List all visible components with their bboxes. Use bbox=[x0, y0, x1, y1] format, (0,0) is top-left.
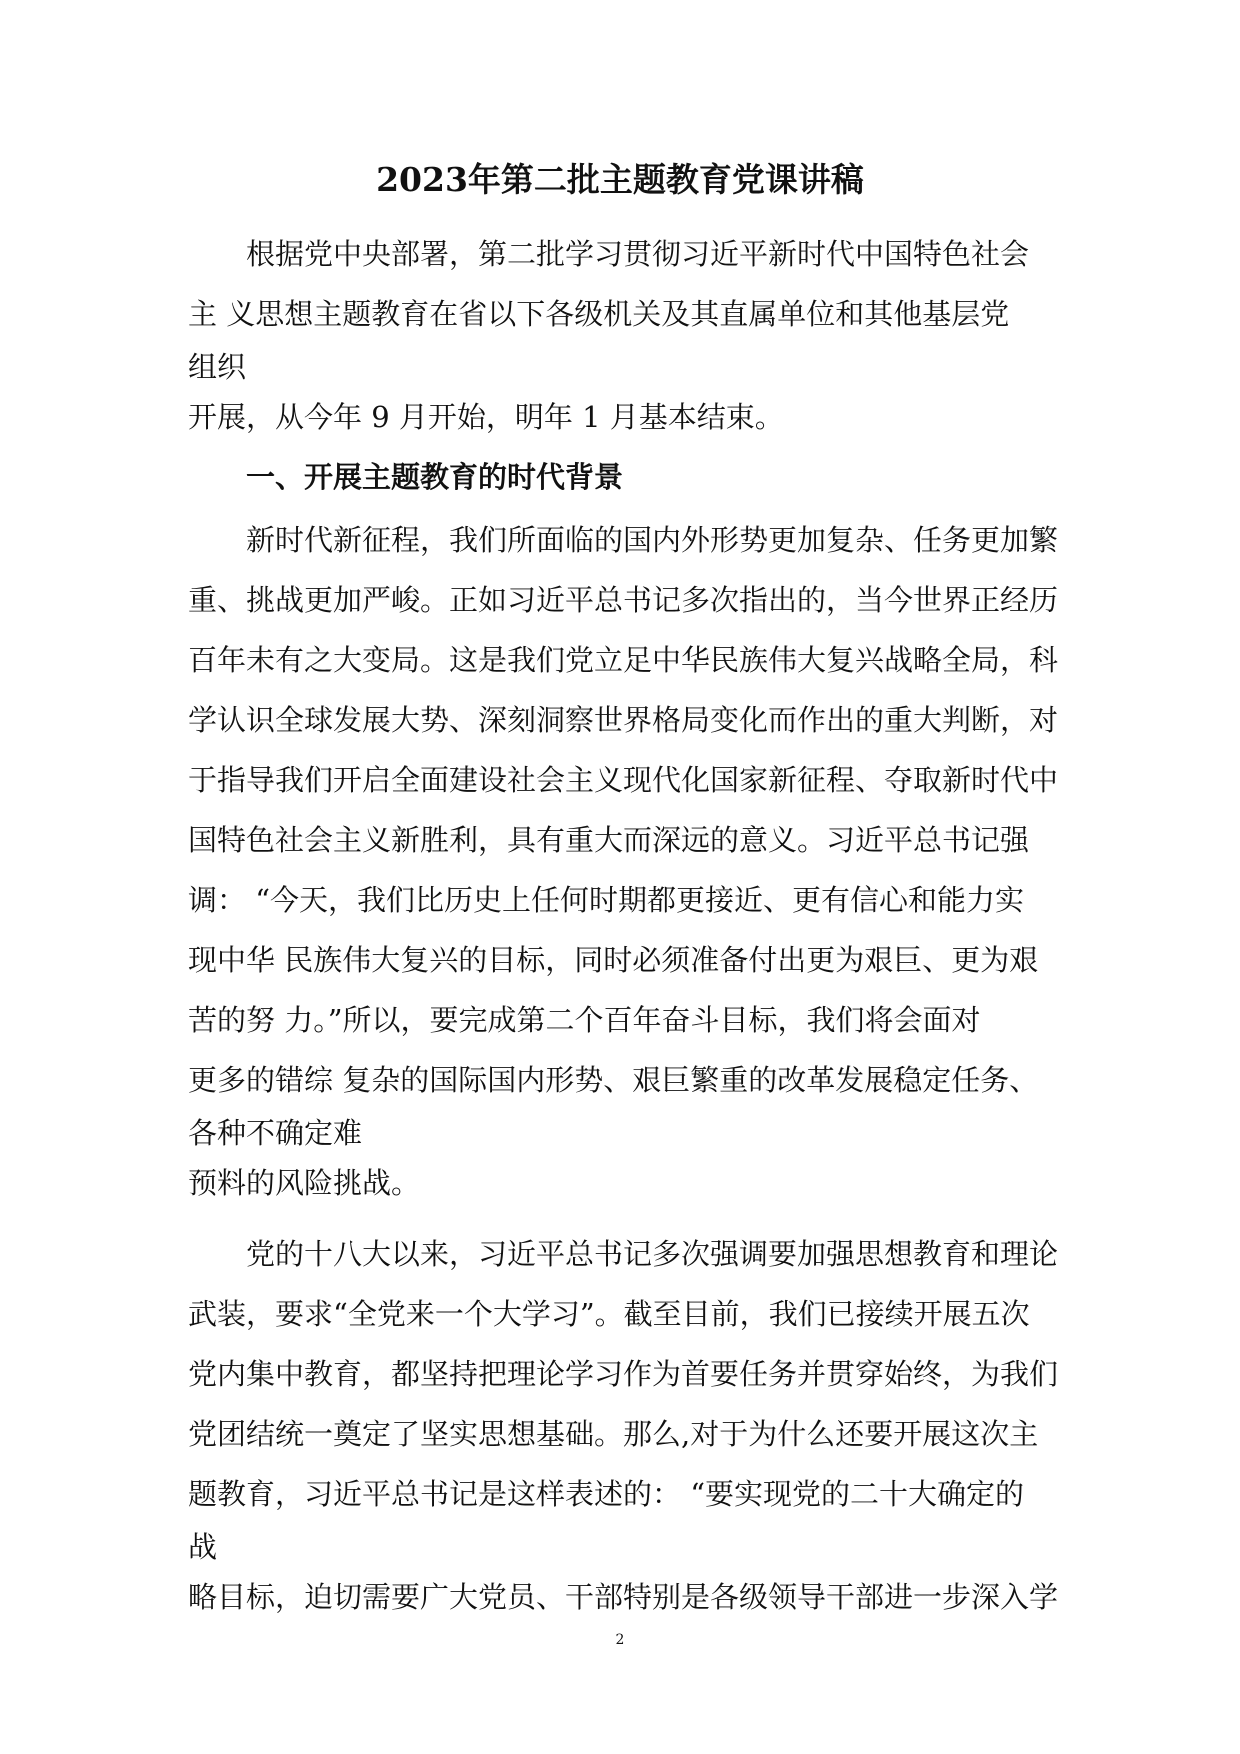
paragraph-line: 百年未有之大变局。这是我们党立足中华民族伟大复兴战略全局，科 bbox=[188, 643, 1059, 677]
paragraph-line: 略目标，迫切需要广大党员、干部特别是各级领导干部进一步深入学 bbox=[188, 1580, 1059, 1614]
paragraph-line: 各种不确定难 bbox=[188, 1116, 363, 1150]
paragraph-line: 党团结统一奠定了坚实思想基础。那么,对于为什么还要开展这次主 bbox=[188, 1417, 1039, 1451]
paragraph-line: 组织 bbox=[188, 350, 247, 384]
paragraph-line: 重、挑战更加严峻。正如习近平总书记多次指出的，当今世界正经历 bbox=[188, 583, 1059, 617]
paragraph-line: 学认识全球发展大势、深刻洞察世界格局变化而作出的重大判断，对 bbox=[188, 703, 1059, 737]
paragraph-line: 现中华 民族伟大复兴的目标，同时必须准备付出更为艰巨、更为艰 bbox=[188, 943, 1039, 977]
paragraph-line: 苦的努 力。”所以，要完成第二个百年奋斗目标，我们将会面对 bbox=[188, 1003, 981, 1037]
paragraph-line: 更多的错综 复杂的国际国内形势、艰巨繁重的改革发展稳定任务、 bbox=[188, 1063, 1039, 1097]
paragraph-line: 党内集中教育，都坚持把理论学习作为首要任务并贯穿始终，为我们 bbox=[188, 1357, 1059, 1391]
paragraph-line: 题教育，习近平总书记是这样表述的： “要实现党的二十大确定的 bbox=[188, 1477, 1025, 1511]
paragraph-line: 预料的风险挑战。 bbox=[188, 1166, 421, 1200]
paragraph-line: 党的十八大以来，习近平总书记多次强调要加强思想教育和理论 bbox=[246, 1237, 1059, 1271]
paragraph-line: 新时代新征程，我们所面临的国内外形势更加复杂、任务更加繁 bbox=[246, 523, 1059, 557]
section-heading: 一、开展主题教育的时代背景 bbox=[246, 460, 624, 494]
paragraph-line: 开展，从今年 9 月开始，明年 1 月基本结束。 bbox=[188, 400, 784, 434]
paragraph-line: 战 bbox=[188, 1530, 218, 1564]
page-number: 2 bbox=[615, 1632, 625, 1648]
paragraph-line: 主 义思想主题教育在省以下各级机关及其直属单位和其他基层党 bbox=[188, 297, 1010, 331]
paragraph-line: 武装，要求“全党来一个大学习”。截至目前，我们已接续开展五次 bbox=[188, 1297, 1030, 1331]
paragraph-line: 国特色社会主义新胜利，具有重大而深远的意义。习近平总书记强 bbox=[188, 823, 1030, 857]
paragraph-line: 于指导我们开启全面建设社会主义现代化国家新征程、夺取新时代中 bbox=[188, 763, 1059, 797]
paragraph-line: 调： “今天，我们比历史上任何时期都更接近、更有信心和能力实 bbox=[188, 883, 1025, 917]
paragraph-line: 根据党中央部署，第二批学习贯彻习近平新时代中国特色社会 bbox=[246, 237, 1030, 271]
document-title: 2023年第二批主题教育党课讲稿 bbox=[376, 160, 864, 199]
